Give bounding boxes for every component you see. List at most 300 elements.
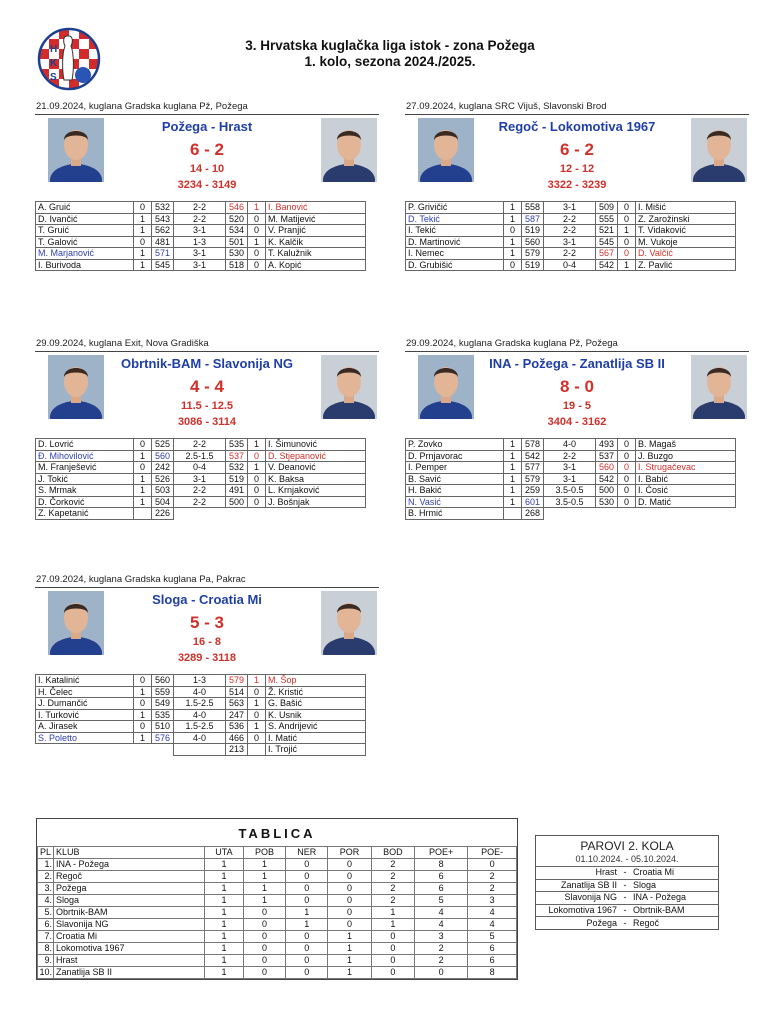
set-score: 3-1: [174, 473, 226, 485]
match-score: 5 - 3: [189, 613, 225, 632]
away-player: I. Banović: [266, 202, 366, 214]
standings-row: [38, 859, 517, 871]
pair-home: Hrast: [536, 867, 620, 880]
home-result: [152, 744, 174, 756]
home-point: 1: [134, 225, 152, 237]
match-header: [405, 352, 749, 438]
standings-cell: 8: [414, 859, 467, 871]
player-row: [36, 202, 366, 214]
away-result: 520: [226, 213, 248, 225]
standings-cell: 1: [205, 907, 244, 919]
away-result: 493: [596, 439, 618, 451]
standings-cell: 0: [328, 907, 371, 919]
home-player: M. Marjanović: [36, 248, 134, 260]
player-results-table: [35, 201, 366, 271]
standings-row: [38, 967, 517, 979]
pair-home: Lokomotiva 1967: [536, 904, 620, 917]
standings-cell: 6.: [38, 919, 54, 931]
standings-table: [36, 818, 518, 980]
set-score: [544, 508, 596, 520]
player-results-table: [35, 438, 366, 520]
hks-logo: [36, 26, 102, 92]
standings-cell: 0: [286, 871, 328, 883]
standings-cell: 1: [328, 955, 371, 967]
standings-header-cell: POR: [328, 847, 371, 859]
standings-cell: 3.: [38, 883, 54, 895]
away-player: B. Magaš: [636, 439, 736, 451]
standings-header-cell: PL: [38, 847, 54, 859]
standings-cell: 1: [243, 871, 285, 883]
player-row: [36, 698, 366, 710]
home-result: 242: [152, 462, 174, 474]
away-result: 537: [596, 450, 618, 462]
set-score: 2-2: [174, 213, 226, 225]
match-header: [405, 115, 749, 201]
standings-row: [38, 955, 517, 967]
standings-cell: 0: [286, 967, 328, 979]
home-point: 1: [504, 439, 522, 451]
match-header: [35, 115, 379, 201]
standings-cell: 5: [468, 931, 517, 943]
standings-cell: 1: [205, 871, 244, 883]
standings-cell: 1: [205, 931, 244, 943]
player-row: [406, 508, 736, 520]
player-row: [406, 236, 736, 248]
away-player: I. Matić: [266, 732, 366, 744]
away-point: 1: [248, 698, 266, 710]
standings-cell: 5: [414, 895, 467, 907]
set-score: 2-2: [174, 202, 226, 214]
away-point: 0: [618, 473, 636, 485]
match-info: 21.09.2024, kuglana Gradska kuglana Pž, Požega: [36, 101, 248, 112]
away-result: 537: [226, 450, 248, 462]
player-row: [406, 213, 736, 225]
player-results-table: [35, 674, 366, 756]
standings-cell: 10.: [39, 967, 52, 977]
standings-cell: 1: [328, 931, 371, 943]
home-point: 1: [504, 236, 522, 248]
player-row: [406, 450, 736, 462]
set-score: 1.5-2.5: [174, 721, 226, 733]
set-score: 2.5-1.5: [174, 450, 226, 462]
away-point: [248, 508, 266, 520]
home-point: 0: [134, 698, 152, 710]
standings-cell: 6: [414, 883, 467, 895]
home-point: 1: [134, 732, 152, 744]
home-player: I. Nemec: [406, 248, 504, 260]
standings-cell: 0: [328, 895, 371, 907]
home-player: D. Ivančić: [36, 213, 134, 225]
standings-cell: 0: [286, 859, 328, 871]
standings-cell: Sloga: [54, 895, 205, 907]
away-result: 521: [596, 225, 618, 237]
home-point: 1: [134, 686, 152, 698]
home-player: [36, 744, 134, 756]
standings-cell: 5.: [38, 907, 54, 919]
away-player: J. Buzgo: [636, 450, 736, 462]
standings-header-cell: POE-: [468, 847, 517, 859]
standings-cell: 2: [371, 871, 414, 883]
standings-cell: 1: [371, 907, 414, 919]
away-player: Ž. Kristić: [266, 686, 366, 698]
standings-cell: 1: [205, 967, 244, 979]
svg-text:S: S: [50, 72, 57, 83]
away-player: L. Krnjaković: [266, 485, 366, 497]
player-row: [36, 473, 366, 485]
player-row: [36, 225, 366, 237]
player-row: [36, 675, 366, 687]
pair-separator: -: [620, 892, 630, 905]
home-player: J. Dumančić: [36, 698, 134, 710]
away-player: [636, 508, 736, 520]
pair-home: Zanatlija SB II: [536, 879, 620, 892]
home-player: A. Jirasek: [36, 721, 134, 733]
set-score: 2-2: [544, 450, 596, 462]
away-player: I. Strugačevac: [636, 462, 736, 474]
player-row: [36, 213, 366, 225]
pair-away: Croatia Mi: [630, 867, 718, 880]
player-row: [406, 496, 736, 508]
home-point: [134, 508, 152, 520]
match-score: 8 - 0: [559, 377, 595, 396]
standings-cell: 0: [286, 931, 328, 943]
player-row: [36, 462, 366, 474]
home-result: 535: [152, 709, 174, 721]
standings-cell: 7.: [38, 931, 54, 943]
away-player: M. Šop: [266, 675, 366, 687]
standings-cell: 2: [371, 895, 414, 907]
standings-cell: Regoč: [54, 871, 205, 883]
standings-cell: 1: [243, 859, 285, 871]
away-result: 567: [596, 248, 618, 260]
set-score: 0-4: [174, 462, 226, 474]
home-result: 560: [152, 450, 174, 462]
set-score: 3-1: [544, 202, 596, 214]
standings-cell: 8.: [38, 943, 54, 955]
away-result: 534: [226, 225, 248, 237]
standings-cell: 2: [414, 943, 467, 955]
standings-cell: 0: [243, 907, 285, 919]
standings-cell: 9.: [38, 955, 54, 967]
home-result: 259: [522, 485, 544, 497]
match-teams: Regoč - Lokomotiva 1967: [498, 119, 656, 134]
standings-cell: 0: [414, 967, 467, 979]
player-row: [406, 225, 736, 237]
standings-header-cell: POE+: [414, 847, 467, 859]
home-point: 1: [504, 248, 522, 260]
home-result: 510: [152, 721, 174, 733]
set-score: 1-3: [174, 675, 226, 687]
home-result: 226: [152, 508, 174, 520]
away-result: [226, 508, 248, 520]
title-line-1: 3. Hrvatska kuglačka liga istok - zona Požega: [245, 38, 535, 53]
home-player: I. Pemper: [406, 462, 504, 474]
standings-cell: 0: [243, 943, 285, 955]
player-row: [406, 259, 736, 271]
standings-cell: 0: [371, 967, 414, 979]
home-point: 0: [134, 439, 152, 451]
standings-cell: 1: [205, 955, 244, 967]
away-point: 0: [618, 485, 636, 497]
away-player: I. Ćosić: [636, 485, 736, 497]
away-point: 0: [248, 709, 266, 721]
match-info: 27.09.2024, kuglana Gradska kuglana Pa, Pakrac: [36, 574, 246, 585]
away-point: 1: [248, 439, 266, 451]
away-point: 0: [248, 732, 266, 744]
pairs-list: [536, 866, 718, 929]
standings-cell: 1.: [38, 859, 54, 871]
away-result: 247: [226, 709, 248, 721]
home-player: D. Čorković: [36, 496, 134, 508]
standings-cell: 2: [371, 859, 414, 871]
home-result: 571: [152, 248, 174, 260]
standings-row: [38, 919, 517, 931]
away-result: 535: [226, 439, 248, 451]
standings-cell: 3: [468, 895, 517, 907]
player-results-table: [405, 438, 736, 520]
home-result: 560: [522, 236, 544, 248]
away-result: [596, 508, 618, 520]
home-point: 1: [134, 473, 152, 485]
home-result: 578: [522, 439, 544, 451]
player-row: [406, 462, 736, 474]
standings-cell: 6: [468, 955, 517, 967]
set-score: 2-2: [174, 485, 226, 497]
standings-cell: 4: [468, 919, 517, 931]
standings-cell: 2: [468, 871, 517, 883]
away-player: I. Mišić: [636, 202, 736, 214]
player-row: [36, 450, 366, 462]
match-teams: Požega - Hrast: [161, 119, 253, 134]
home-result: 532: [152, 202, 174, 214]
home-result: 504: [152, 496, 174, 508]
match-pins: 3234 - 3149: [177, 179, 237, 191]
away-point: 1: [618, 225, 636, 237]
home-point: 1: [504, 202, 522, 214]
standings-title: TABLICA: [238, 826, 316, 841]
standings-cell: INA - Požega: [54, 859, 205, 871]
match-score: 6 - 2: [189, 140, 225, 159]
match-score: 4 - 4: [189, 377, 225, 396]
set-score: 3-1: [544, 236, 596, 248]
standings-row: [38, 883, 517, 895]
home-point: 1: [504, 450, 522, 462]
away-point: 1: [618, 259, 636, 271]
away-point: 0: [248, 485, 266, 497]
home-point: 1: [134, 213, 152, 225]
away-result: 536: [226, 721, 248, 733]
standings-cell: 0: [286, 943, 328, 955]
standings-cell: 1: [286, 919, 328, 931]
away-result: 519: [226, 473, 248, 485]
player-row: [36, 485, 366, 497]
standings-cell: Zanatlija SB II: [54, 967, 205, 979]
match-sets: 12 - 12: [559, 163, 595, 175]
set-score: 4-0: [544, 439, 596, 451]
away-player: D. Valčić: [636, 248, 736, 260]
away-player: T. Kalužnik: [266, 248, 366, 260]
away-result: 500: [226, 496, 248, 508]
standings-cell: 0: [243, 931, 285, 943]
set-score: 2-2: [544, 213, 596, 225]
set-score: [174, 508, 226, 520]
home-player: D. Lovrić: [36, 439, 134, 451]
standings-grid: [37, 846, 517, 979]
player-row: [36, 709, 366, 721]
match-block: [405, 100, 749, 271]
home-point: [504, 508, 522, 520]
away-result: 518: [226, 259, 248, 271]
standings-cell: 1: [205, 859, 244, 871]
home-result: 562: [152, 225, 174, 237]
home-point: 1: [504, 496, 522, 508]
set-score: 3-1: [174, 248, 226, 260]
match-block: [35, 337, 379, 520]
home-result: 503: [152, 485, 174, 497]
away-player: G. Bašić: [266, 698, 366, 710]
player-row: [36, 508, 366, 520]
away-result: 546: [226, 202, 248, 214]
standings-cell: 1: [205, 895, 244, 907]
pair-away: Obrtnik-BAM: [630, 904, 718, 917]
home-point: 1: [134, 496, 152, 508]
pair-row: [536, 879, 718, 892]
match-score: 6 - 2: [559, 140, 595, 159]
set-score: 3.5-0.5: [544, 496, 596, 508]
away-player: K. Baksa: [266, 473, 366, 485]
set-score: 2-2: [544, 225, 596, 237]
away-result: 530: [596, 496, 618, 508]
standings-cell: 1: [371, 919, 414, 931]
standings-cell: 1: [205, 943, 244, 955]
away-result: 509: [596, 202, 618, 214]
home-result: 525: [152, 439, 174, 451]
away-player: D. Matić: [636, 496, 736, 508]
home-point: [134, 744, 152, 756]
home-result: 560: [152, 675, 174, 687]
away-point: 0: [618, 202, 636, 214]
away-point: 1: [248, 675, 266, 687]
player-row: [406, 473, 736, 485]
away-player: K. Usnik: [266, 709, 366, 721]
home-result: 481: [152, 236, 174, 248]
standings-cell: 4: [414, 919, 467, 931]
home-point: 1: [134, 485, 152, 497]
match-sets: 14 - 10: [189, 163, 225, 175]
away-result: 542: [596, 473, 618, 485]
home-result: 549: [152, 698, 174, 710]
player-row: [406, 248, 736, 260]
match-info: 29.09.2024, kuglana Gradska kuglana Pž, Požega: [406, 338, 618, 349]
home-point: 0: [134, 202, 152, 214]
home-player: I. Tekić: [406, 225, 504, 237]
home-point: 1: [504, 462, 522, 474]
away-player: T. Vidaković: [636, 225, 736, 237]
home-point: 1: [134, 248, 152, 260]
standings-cell: 0: [328, 883, 371, 895]
home-result: 542: [522, 450, 544, 462]
home-player: H. Bakić: [406, 485, 504, 497]
standings-header-cell: BOD: [371, 847, 414, 859]
standings-cell: 0: [286, 883, 328, 895]
standings-cell: 0: [243, 967, 285, 979]
home-result: 519: [522, 225, 544, 237]
set-score: 2-2: [174, 439, 226, 451]
standings-cell: 6: [414, 871, 467, 883]
away-player: I. Babić: [636, 473, 736, 485]
home-result: 577: [522, 462, 544, 474]
match-header: [35, 352, 379, 438]
standings-cell: 2: [414, 955, 467, 967]
away-point: 1: [248, 236, 266, 248]
away-result: 545: [596, 236, 618, 248]
standings-cell: Hrast: [54, 955, 205, 967]
away-player: D. Stjepanović: [266, 450, 366, 462]
standings-header-cell: POB: [243, 847, 285, 859]
match-pins: 3289 - 3118: [177, 652, 237, 664]
set-score: 3-1: [544, 473, 596, 485]
home-result: 579: [522, 473, 544, 485]
match-pins: 3322 - 3239: [547, 179, 607, 191]
set-score: 3.5-0.5: [544, 485, 596, 497]
standings-row: [38, 895, 517, 907]
away-result: 542: [596, 259, 618, 271]
home-result: 543: [152, 213, 174, 225]
player-row: [36, 439, 366, 451]
set-score: [174, 744, 226, 756]
away-player: M. Matijević: [266, 213, 366, 225]
away-point: 0: [248, 450, 266, 462]
set-score: 1.5-2.5: [174, 698, 226, 710]
away-player: M. Vukoje: [636, 236, 736, 248]
player-row: [36, 744, 366, 756]
standings-cell: 0: [468, 859, 517, 871]
standings-cell: 2: [371, 883, 414, 895]
pair-separator: -: [620, 917, 630, 930]
away-player: Z. Zarožinski: [636, 213, 736, 225]
home-point: 1: [504, 473, 522, 485]
standings-header-row: [38, 847, 517, 859]
standings-row: [38, 907, 517, 919]
away-result: 514: [226, 686, 248, 698]
home-point: 0: [504, 225, 522, 237]
match-pins: 3086 - 3114: [177, 416, 237, 428]
home-point: 0: [504, 259, 522, 271]
home-player: T. Galović: [36, 236, 134, 248]
home-player: M. Franješević: [36, 462, 134, 474]
away-point: 0: [248, 259, 266, 271]
standings-header-cell: KLUB: [54, 847, 205, 859]
home-player: D. Tekić: [406, 213, 504, 225]
match-pins: 3404 - 3162: [547, 416, 607, 428]
away-point: 0: [618, 462, 636, 474]
standings-cell: 3: [414, 931, 467, 943]
match-sets: 19 - 5: [562, 400, 592, 412]
player-row: [36, 259, 366, 271]
pairs-dates: 01.10.2024. - 05.10.2024.: [575, 854, 679, 864]
home-point: 0: [134, 236, 152, 248]
away-player: K. Kalčik: [266, 236, 366, 248]
standings-cell: 1: [286, 907, 328, 919]
standings-cell: 1: [328, 943, 371, 955]
set-score: 2-2: [544, 248, 596, 260]
standings-cell: 1: [205, 919, 244, 931]
away-result: 500: [596, 485, 618, 497]
away-point: 0: [248, 473, 266, 485]
match-teams: Obrtnik-BAM - Slavonija NG: [121, 356, 293, 371]
standings-cell: Croatia Mi: [54, 931, 205, 943]
away-result: 579: [226, 675, 248, 687]
